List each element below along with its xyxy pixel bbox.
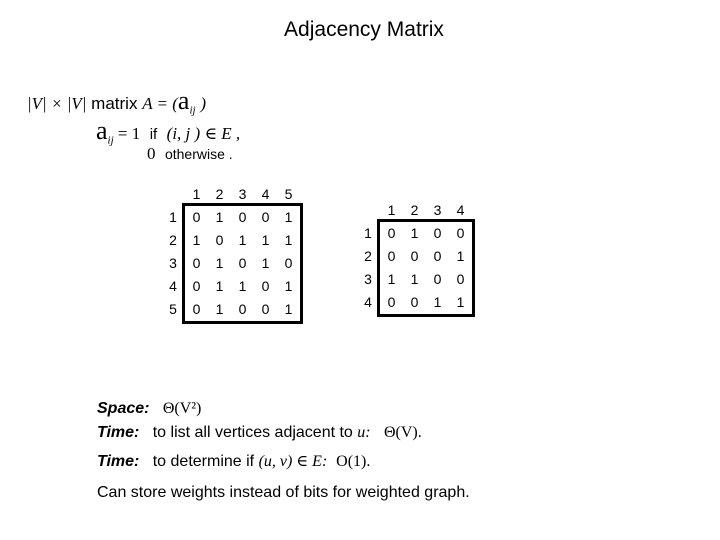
matrix-cell: 1 (456, 294, 465, 310)
matrix-cell: 0 (192, 255, 201, 271)
matrix-cell: 0 (261, 278, 270, 294)
column-label: 5 (284, 186, 293, 202)
size-expression: |V| × |V| (27, 94, 87, 113)
matrix-cell: 0 (261, 301, 270, 317)
a-subscript: ij (189, 104, 196, 117)
matrix-cell: 1 (261, 232, 270, 248)
matrix-cell: 0 (238, 255, 247, 271)
matrix-cell: 0 (192, 278, 201, 294)
matrix-cell: 0 (433, 248, 442, 264)
matrix-cell: 1 (410, 271, 419, 287)
row-label: 2 (169, 232, 177, 248)
equals-sign: = (113, 124, 132, 143)
matrix-cell: 0 (261, 209, 270, 225)
a-subscript-2: ij (107, 134, 114, 147)
definition-line-1 (27, 86, 206, 116)
definition-line-3 (147, 144, 233, 164)
row-label: 5 (169, 301, 177, 317)
matrix-cell: 1 (215, 255, 224, 271)
matrix-cell: 1 (284, 278, 293, 294)
time-var-1: u: (357, 424, 371, 441)
matrix-cell: 1 (261, 255, 270, 271)
matrix-cell: 0 (215, 232, 224, 248)
time-text-1: to list all vertices adjacent to (152, 424, 353, 441)
column-label: 1 (387, 202, 396, 218)
matrix-word: matrix (91, 94, 138, 113)
matrix-cell: 0 (456, 271, 465, 287)
matrix-cell: 0 (238, 301, 247, 317)
matrix-cell: 0 (192, 301, 201, 317)
space-value: Θ(V²) (162, 400, 202, 417)
matrix-cell: 0 (284, 255, 293, 271)
if-word: if (149, 126, 158, 143)
matrix-cell: 1 (387, 271, 396, 287)
matrix-cell: 1 (284, 232, 293, 248)
time-cond-2: (u, v) ∈ E: (258, 453, 328, 470)
space-line (97, 400, 201, 418)
matrix-cell: 1 (215, 278, 224, 294)
matrix-cell: 1 (215, 209, 224, 225)
time-line-1 (97, 424, 422, 442)
row-label: 1 (364, 225, 372, 241)
value-one: 1 (131, 124, 141, 143)
matrix-cell: 1 (238, 232, 247, 248)
close-paren: ) (200, 94, 206, 113)
matrix-cell: 0 (433, 271, 442, 287)
matrix-cell: 0 (192, 209, 201, 225)
matrix-cell: 0 (433, 225, 442, 241)
column-label: 2 (215, 186, 224, 202)
row-label: 4 (169, 278, 177, 294)
column-label: 4 (456, 202, 465, 218)
adjacency-matrix-undirected (165, 183, 305, 323)
a-symbol-2: a (96, 116, 108, 145)
matrix-cell: 0 (456, 225, 465, 241)
column-label: 4 (261, 186, 270, 202)
row-label: 1 (169, 209, 177, 225)
row-label: 3 (364, 271, 372, 287)
space-label: Space: (97, 400, 150, 417)
matrix-cell: 1 (410, 225, 419, 241)
row-label: 2 (364, 248, 372, 264)
matrix-cell: 0 (410, 294, 419, 310)
matrix-cell: 0 (387, 248, 396, 264)
edge-condition: (i, j ) ∈ E , (166, 124, 241, 143)
matrix-cell: 0 (410, 248, 419, 264)
matrix-cell: 1 (456, 248, 465, 264)
definition-line-2 (96, 116, 240, 146)
column-label: 3 (433, 202, 442, 218)
row-label: 4 (364, 294, 372, 310)
column-label: 1 (192, 186, 201, 202)
page-title: Adjacency Matrix (284, 18, 444, 41)
matrix-cell: 1 (284, 301, 293, 317)
column-label: 3 (238, 186, 247, 202)
matrix-cell: 1 (284, 209, 293, 225)
adjacency-matrix-directed (360, 199, 485, 319)
time-line-2 (97, 451, 370, 471)
footer-note: Can store weights instead of bits for weighted graph. (97, 484, 470, 501)
column-label: 2 (410, 202, 419, 218)
time-label-2: Time: (97, 453, 140, 470)
row-label: 3 (169, 255, 177, 271)
a-symbol: a (177, 86, 190, 115)
otherwise-word: otherwise . (164, 146, 233, 162)
time-value-1: Θ(V). (383, 424, 422, 441)
matrix-cell: 0 (387, 294, 396, 310)
value-zero: 0 (147, 144, 156, 163)
matrix-a-open: A = ( (142, 94, 178, 113)
matrix-cell: 0 (387, 225, 396, 241)
matrix-cell: 0 (238, 209, 247, 225)
matrix-cell: 1 (192, 232, 201, 248)
matrix-cell: 1 (215, 301, 224, 317)
time-value-2: O(1). (336, 453, 371, 470)
time-text-2: to determine if (152, 453, 255, 470)
matrix-cell: 1 (433, 294, 442, 310)
time-label-1: Time: (97, 424, 140, 441)
matrix-cell: 1 (238, 278, 247, 294)
